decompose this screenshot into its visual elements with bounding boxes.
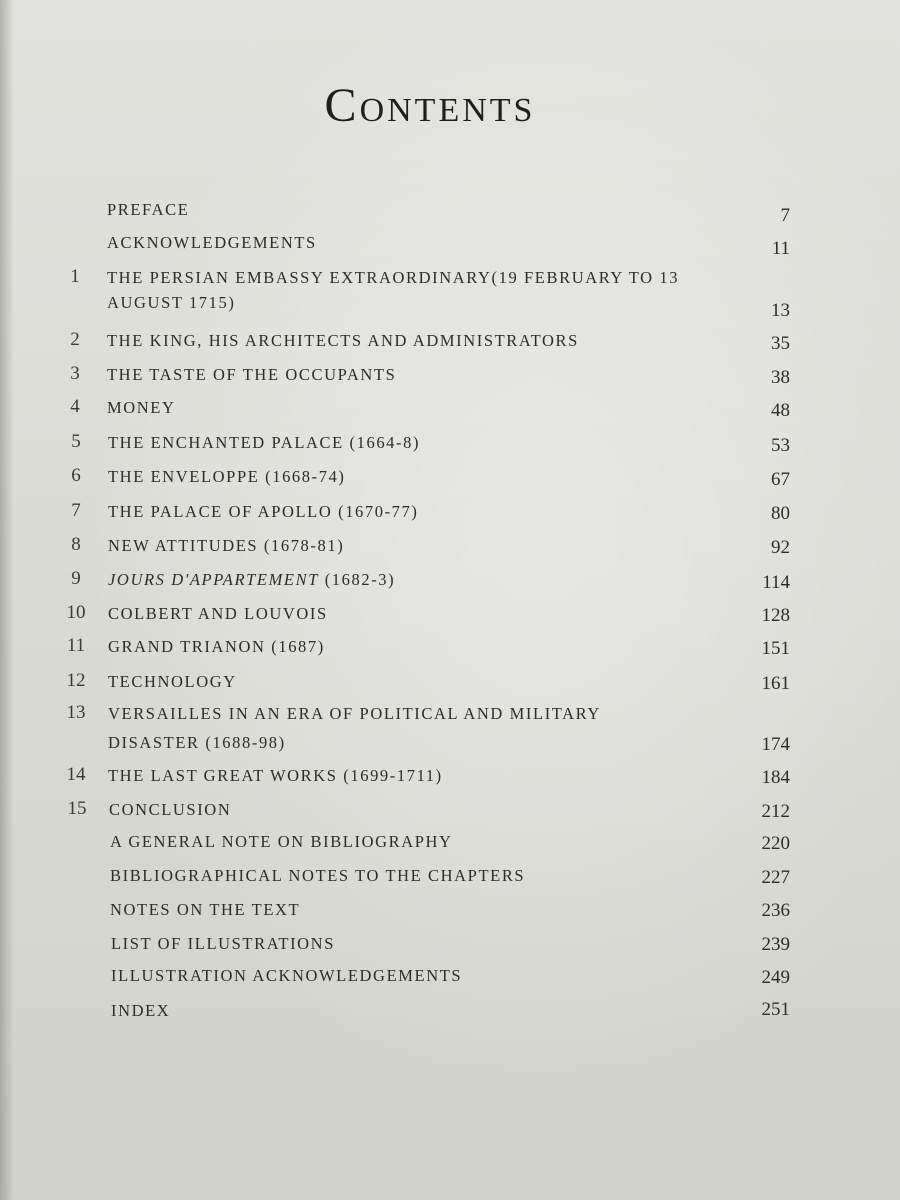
chapter-title: A GENERAL NOTE ON BIBLIOGRAPHY xyxy=(110,832,453,851)
chapter-title: COLBERT AND LOUVOIS xyxy=(108,604,328,623)
chapter-title-dates: (1682-3) xyxy=(318,570,396,589)
page-title: Contents xyxy=(324,79,536,132)
page-number: 11 xyxy=(771,238,790,259)
chapter-title: THE TASTE OF THE OCCUPANTS xyxy=(107,365,397,384)
chapter-title: LIST OF ILLUSTRATIONS xyxy=(111,934,335,953)
chapter-title: NOTES ON THE TEXT xyxy=(110,900,301,919)
chapter-title: THE PALACE OF APOLLO (1670-77) xyxy=(108,502,419,521)
page-number: 212 xyxy=(761,801,790,822)
page-number: 227 xyxy=(761,867,790,888)
page-number: 174 xyxy=(761,734,790,755)
chapter-title: THE ENCHANTED PALACE (1664-8) xyxy=(108,433,421,452)
chapter-title: TECHNOLOGY xyxy=(108,672,237,691)
chapter-title: THE PERSIAN EMBASSY EXTRAORDINARY(19 FEBRUARY TO 13 xyxy=(107,268,680,287)
page-number: 239 xyxy=(761,934,790,955)
chapter-number: 8 xyxy=(71,534,81,555)
chapter-title: THE ENVELOPPE (1668-74) xyxy=(108,467,346,486)
page-number: 251 xyxy=(761,999,790,1020)
chapter-number: 11 xyxy=(66,635,86,656)
page-number: 161 xyxy=(761,673,790,694)
page-number: 236 xyxy=(761,900,790,921)
chapter-number: 1 xyxy=(70,266,80,287)
page-number: 35 xyxy=(771,333,790,354)
chapter-title: VERSAILLES IN AN ERA OF POLITICAL AND MILITARY xyxy=(108,704,601,723)
page-number: 92 xyxy=(771,537,790,558)
chapter-title: CONCLUSION xyxy=(109,800,232,819)
page-number: 13 xyxy=(771,300,790,321)
chapter-number: 7 xyxy=(71,500,81,521)
chapter-title xyxy=(108,570,395,590)
page-number: 128 xyxy=(761,605,790,626)
chapter-number: 6 xyxy=(71,465,81,486)
chapter-title: AUGUST 1715) xyxy=(107,293,236,312)
chapter-number: 2 xyxy=(70,329,80,350)
page-number: 7 xyxy=(780,205,790,226)
chapter-title: DISASTER (1688-98) xyxy=(108,733,286,752)
page-number: 53 xyxy=(771,435,790,456)
chapter-number: 5 xyxy=(71,431,81,452)
page-number: 80 xyxy=(771,503,790,524)
chapter-number: 10 xyxy=(66,602,86,623)
chapter-title: INDEX xyxy=(111,1001,171,1020)
chapter-number: 14 xyxy=(66,764,86,785)
chapter-number: 9 xyxy=(71,568,81,589)
chapter-title: THE LAST GREAT WORKS (1699-1711) xyxy=(108,766,443,785)
chapter-number: 12 xyxy=(66,670,86,691)
chapter-title: NEW ATTITUDES (1678-81) xyxy=(108,536,345,555)
page-number: 184 xyxy=(761,767,790,788)
page-number: 114 xyxy=(762,572,790,593)
chapter-number: 3 xyxy=(70,363,80,384)
chapter-title-italic: JOURS D'APPARTEMENT xyxy=(108,570,319,589)
chapter-title: BIBLIOGRAPHICAL NOTES TO THE CHAPTERS xyxy=(110,866,526,885)
chapter-title: ACKNOWLEDGEMENTS xyxy=(107,233,317,252)
page-number: 38 xyxy=(771,367,790,388)
chapter-number: 13 xyxy=(66,702,86,723)
page-number: 48 xyxy=(771,400,790,421)
chapter-title: PREFACE xyxy=(107,200,190,219)
chapter-number: 4 xyxy=(70,396,80,417)
page-number: 151 xyxy=(761,638,790,659)
chapter-title: THE KING, HIS ARCHITECTS AND ADMINISTRATORS xyxy=(107,331,579,350)
page-number: 67 xyxy=(771,469,790,490)
chapter-title: ILLUSTRATION ACKNOWLEDGEMENTS xyxy=(111,966,463,985)
chapter-title: GRAND TRIANON (1687) xyxy=(108,637,325,656)
page-number: 220 xyxy=(761,833,790,854)
chapter-title: MONEY xyxy=(107,398,176,417)
chapter-number: 15 xyxy=(67,798,87,819)
page-number: 249 xyxy=(761,967,790,988)
